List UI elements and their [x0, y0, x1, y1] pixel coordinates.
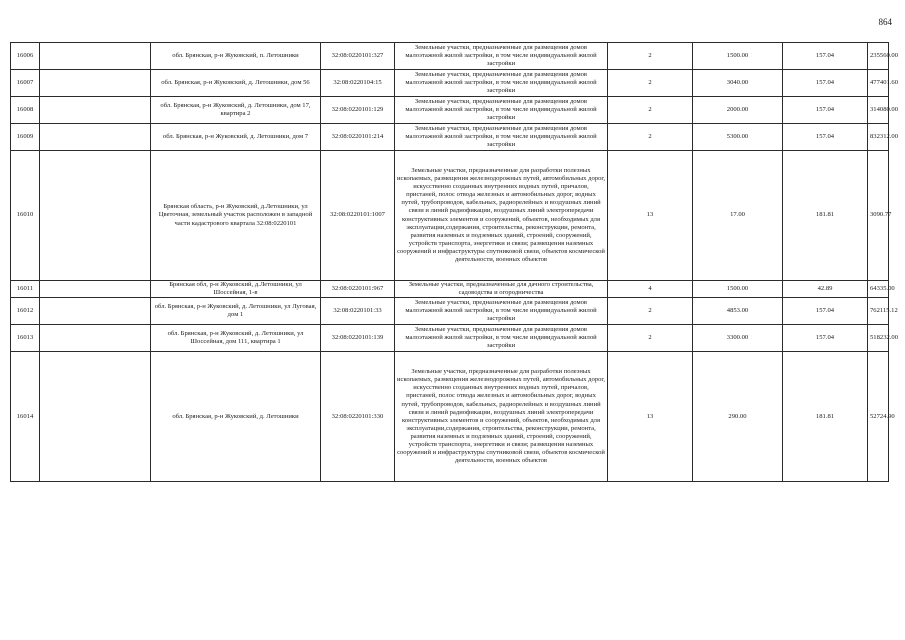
record-id: 16012: [11, 298, 40, 325]
land-use: Земельные участки, предназначенные для дачного строительства, садоводства и огородничества: [395, 281, 608, 298]
rate: 181.81: [783, 151, 868, 281]
record-id: 16013: [11, 325, 40, 352]
cadastral-value: 477401.60: [868, 70, 889, 97]
use-code: 4: [608, 281, 693, 298]
gap-cell: [40, 298, 151, 325]
land-use: Земельные участки, предназначенные для размещения домов малоэтажной жилой застройки, в том числе индивидуальной жилой застройки: [395, 298, 608, 325]
rate: 181.81: [783, 352, 868, 482]
gap-cell: [40, 352, 151, 482]
use-code: 2: [608, 70, 693, 97]
record-id: 16010: [11, 151, 40, 281]
table-row: [11, 281, 889, 298]
record-id: 16011: [11, 281, 40, 298]
table-row: [11, 151, 889, 281]
table-row: [11, 352, 889, 482]
table-body: [11, 43, 899, 482]
cadastral-number: 32:08:0220101:1007: [321, 151, 395, 281]
record-id: 16006: [11, 43, 40, 70]
cadastral-number: 32:08:0220101:33: [321, 298, 395, 325]
use-code: 2: [608, 124, 693, 151]
land-use: Земельные участки, предназначенные для разработки полезных ископаемых, размещения железнодорожных путей, автомобильных дорог, искусственно созданных внутренних водных путей, причалов, пристаней, полос отвода железных и автомобильных дорог, водных путей, трубопроводов, кабельных, радиорелейных и воздушных линий связи и линий радиофикации, воздушных линий электропередачи конструктивных элементов и сооружений, объектов, необходимых для эксплуатации,содержания, строительства, реконструкции, ремонта, развития наземных и подземных зданий, строений, сооружений, устройств транспорта, энергетики и связи; размещения наземных сооружений и инфраструктуры спутниковой связи, объектов космической деятельности, военных объектов: [395, 352, 608, 482]
gap-cell: [40, 124, 151, 151]
gap-cell: [40, 43, 151, 70]
land-use: Земельные участки, предназначенные для размещения домов малоэтажной жилой застройки, в том числе индивидуальной жилой застройки: [395, 97, 608, 124]
table-row: [11, 325, 889, 352]
use-code: 2: [608, 43, 693, 70]
record-id: 16009: [11, 124, 40, 151]
table-row: [11, 97, 889, 124]
cadastral-value: 235560.00: [868, 43, 889, 70]
use-code: 2: [608, 97, 693, 124]
address: Брянская обл, р-н Жуковский, д.Летошники, ул Шоссейная, 1-в: [151, 281, 321, 298]
page-number: 864: [878, 17, 892, 27]
address: обл. Брянская, р-н Жуковский, д. Летошники, ул Шоссейная, дом 111, квартира 1: [151, 325, 321, 352]
cadastral-number: 32:08:0220101:330: [321, 352, 395, 482]
record-id: 16007: [11, 70, 40, 97]
cadastral-value: 314080.00: [868, 97, 889, 124]
address: Брянская область, р-н Жуковский, д.Летошники, ул Цветочная, земельный участок расположен в западной части кадастрового квартала 32:08:0220101: [151, 151, 321, 281]
cadastral-number: 32:08:0220101:327: [321, 43, 395, 70]
gap-cell: [40, 70, 151, 97]
cadastral-value: 518232.00: [868, 325, 889, 352]
rate: 157.04: [783, 124, 868, 151]
land-use: Земельные участки, предназначенные для размещения домов малоэтажной жилой застройки, в том числе индивидуальной жилой застройки: [395, 124, 608, 151]
cadastral-value-table: [10, 42, 899, 482]
cadastral-value: 52724.90: [868, 352, 889, 482]
cadastral-number: 32:08:0220101:967: [321, 281, 395, 298]
address: обл. Брянская, р-н Жуковский, д. Летошники, дом 17, квартира 2: [151, 97, 321, 124]
table-row: [11, 43, 889, 70]
cadastral-number: 32:08:0220101:129: [321, 97, 395, 124]
gap-cell: [40, 325, 151, 352]
rate: 157.04: [783, 325, 868, 352]
area: 3300.00: [693, 325, 783, 352]
record-id: 16014: [11, 352, 40, 482]
land-use: Земельные участки, предназначенные для размещения домов малоэтажной жилой застройки, в том числе индивидуальной жилой застройки: [395, 325, 608, 352]
rate: 157.04: [783, 70, 868, 97]
table-row: [11, 124, 889, 151]
table-row: [11, 298, 889, 325]
area: 2000.00: [693, 97, 783, 124]
rate: 42.89: [783, 281, 868, 298]
area: 4853.00: [693, 298, 783, 325]
table-row: [11, 70, 889, 97]
land-use: Земельные участки, предназначенные для разработки полезных ископаемых, размещения железнодорожных путей, автомобильных дорог, искусственно созданных внутренних водных путей, причалов, пристаней, полос отвода железных и автомобильных дорог, водных путей, трубопроводов, кабельных, радиорелейных и воздушных линий связи и линий радиофикации, воздушных линий электропередачи конструктивных элементов и сооружений, объектов, необходимых для эксплуатации,содержания, строительства, реконструкции, ремонта, развития наземных и подземных зданий, строений, сооружений, устройств транспорта, энергетики и связи; размещения наземных сооружений и инфраструктуры спутниковой связи, объектов космической деятельности, военных объектов: [395, 151, 608, 281]
address: обл. Брянская, р-н Жуковский, д. Летошники, ул Луговая, дом 1: [151, 298, 321, 325]
cadastral-value: 832312.00: [868, 124, 889, 151]
use-code: 2: [608, 325, 693, 352]
area: 290.00: [693, 352, 783, 482]
area: 1500.00: [693, 43, 783, 70]
cadastral-number: 32:08:0220101:139: [321, 325, 395, 352]
use-code: 13: [608, 352, 693, 482]
land-use: Земельные участки, предназначенные для размещения домов малоэтажной жилой застройки, в том числе индивидуальной жилой застройки: [395, 70, 608, 97]
area: 3040.00: [693, 70, 783, 97]
gap-cell: [40, 97, 151, 124]
use-code: 13: [608, 151, 693, 281]
address: обл. Брянская, р-н Жуковский, д. Летошники: [151, 352, 321, 482]
gap-cell: [40, 281, 151, 298]
address: обл. Брянская, р-н Жуковский, д. Летошники, дом 7: [151, 124, 321, 151]
cadastral-value: 762115.12: [868, 298, 889, 325]
use-code: 2: [608, 298, 693, 325]
cadastral-number: 32:08:0220104:15: [321, 70, 395, 97]
rate: 157.04: [783, 298, 868, 325]
record-id: 16008: [11, 97, 40, 124]
area: 1500.00: [693, 281, 783, 298]
address: обл. Брянская, р-н Жуковский, п. Летошники: [151, 43, 321, 70]
area: 17.00: [693, 151, 783, 281]
cadastral-number: 32:08:0220101:214: [321, 124, 395, 151]
land-use: Земельные участки, предназначенные для размещения домов малоэтажной жилой застройки, в том числе индивидуальной жилой застройки: [395, 43, 608, 70]
cadastral-value: 3090.77: [868, 151, 889, 281]
rate: 157.04: [783, 97, 868, 124]
rate: 157.04: [783, 43, 868, 70]
area: 5300.00: [693, 124, 783, 151]
address: обл. Брянская, р-н Жуковский, д. Летошники, дом 56: [151, 70, 321, 97]
cadastral-value: 64335.00: [868, 281, 889, 298]
gap-cell: [40, 151, 151, 281]
